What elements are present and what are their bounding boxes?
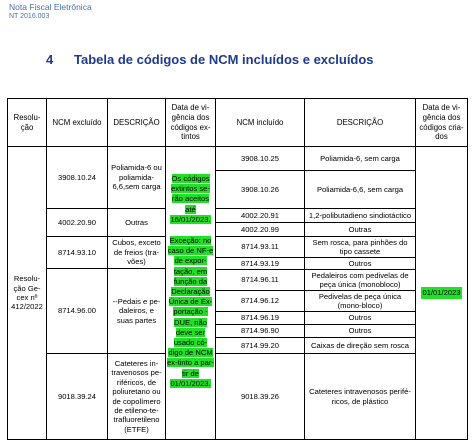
document-subtitle: NT 2016.003 (9, 13, 50, 20)
ncm-incluido-cell: 4002.20.91 (215, 208, 305, 223)
header-descricao-incluido: DESCRIÇÃO (304, 98, 416, 147)
ncm-incluido-cell: 8714.96.90 (215, 324, 305, 338)
ncm-incluido-cell: 8714.99.20 (215, 337, 305, 354)
section-title: Tabela de códigos de NCM incluídos e excluídos (74, 52, 374, 67)
descricao-excluido-cell: --Pedais e pe-daleiros, e suas partes (107, 268, 166, 354)
ncm-excluido-cell: 4002.20.90 (46, 208, 108, 237)
descricao-incluido-cell: Outros (304, 311, 416, 325)
ncm-incluido-cell: 8714.93.19 (215, 257, 305, 270)
descricao-incluido-cell: Outras (304, 222, 416, 237)
ncm-excluido-cell: 9018.39.24 (46, 353, 108, 440)
descricao-incluido-cell: Caixas de direção sem rosca (304, 337, 416, 354)
ncm-incluido-cell: 8714.93.11 (215, 236, 305, 258)
data-vigencia-criados-cell (415, 146, 468, 440)
descricao-incluido-cell: Outros (304, 257, 416, 270)
note-excecao-exportacao: Exceção: no caso de NF-e de expor-tação, em função da Declaração Única de Ex-portação - DUE, não deve ser usado có-digo de NCM ex-tinto a par-tir de 01/01/2023. (167, 236, 214, 388)
descricao-excluido-cell: Cubos, exceto de freios (tra-vões) (107, 236, 166, 269)
section-heading (46, 52, 374, 67)
resolucao-cell: Resolu-ção Ge-cex nº 412/2022 (7, 146, 47, 440)
descricao-incluido-cell: Pedaleiros com pedivelas de peça única (monobloco) (304, 269, 416, 291)
ncm-incluido-cell: 8714.96.11 (215, 269, 305, 291)
header-data-vigencia-extintos: Data de vi-gência dos códigos ex-tintos (165, 98, 216, 147)
descricao-excluido-cell: Outras (107, 208, 166, 237)
header-ncm-incluido: NCM incluído (215, 98, 305, 147)
ncm-incluido-cell: 3908.10.25 (215, 146, 305, 171)
ncm-incluido-cell: 3908.10.26 (215, 170, 305, 209)
ncm-excluido-cell: 8714.93.10 (46, 236, 108, 269)
ncm-incluido-cell: 4002.20.99 (215, 222, 305, 237)
section-number: 4 (46, 52, 54, 67)
descricao-incluido-cell: Sem rosca, para pinhões do tipo cassete (304, 236, 416, 258)
ncm-excluido-cell: 8714.96.00 (46, 268, 108, 354)
header-ncm-excluido: NCM excluído (46, 98, 108, 147)
descricao-incluido-cell: 1,2-polibutadieno sindiotáctico (304, 208, 416, 223)
descricao-excluido-cell: Cateteres in-travenosos pe-riféricos, de poliuretano ou de copolímero de etileno-te-trafluoretileno (ETFE) (107, 353, 166, 440)
header-data-vigencia-criados: Data de vi-gência dos códigos cria-dos (415, 98, 468, 147)
header-descricao-excluido: DESCRIÇÃO (107, 98, 166, 147)
descricao-incluido-cell: Pedivelas de peça única (mono-bloco) (304, 290, 416, 312)
descricao-incluido-cell: Poliamida-6, sem carga (304, 146, 416, 171)
data-vigencia-criados-value: 01/01/2023 (422, 288, 461, 298)
descricao-incluido-cell: Cateteres intravenosos perifé-ricos, de plástico (304, 353, 416, 440)
ncm-incluido-cell: 9018.39.26 (215, 353, 305, 440)
descricao-incluido-cell: Outros (304, 324, 416, 338)
document-title: Nota Fiscal Eletrônica (9, 2, 92, 12)
header-resolucao: Resolu-ção (7, 98, 47, 147)
note-codigos-extintos: Os códigos extintos se-rão aceitos até 16/01/2023. (170, 174, 211, 224)
ncm-incluido-cell: 8714.96.19 (215, 311, 305, 325)
ncm-incluido-cell: 8714.96.12 (215, 290, 305, 312)
ncm-excluido-cell: 3908.10.24 (46, 146, 108, 209)
descricao-excluido-cell: Poliamida-6 ou poliamida-6,6,sem carga (107, 146, 166, 209)
descricao-incluido-cell: Poliamida-6,6, sem carga (304, 170, 416, 209)
